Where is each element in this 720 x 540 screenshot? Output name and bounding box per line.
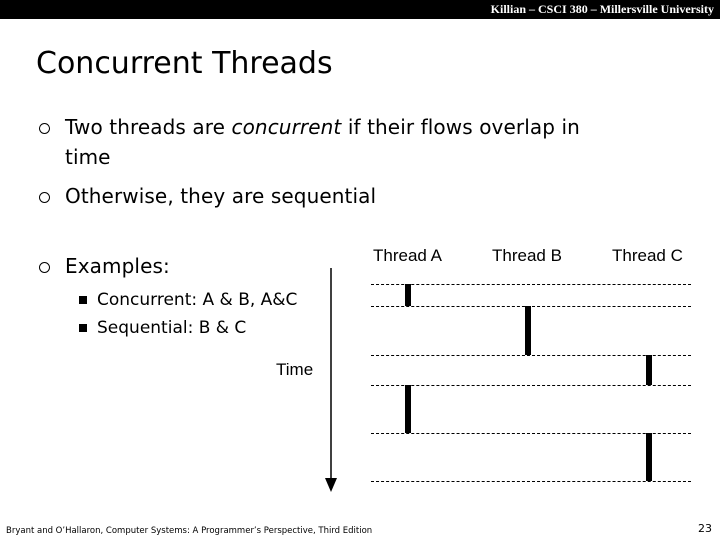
bullet-circle-icon <box>39 192 50 203</box>
thread-c-segment <box>646 355 652 385</box>
bullet-text-pre: Two threads are <box>65 115 232 139</box>
sub-bullet-concurrent: Concurrent: A & B, A&C <box>97 290 298 310</box>
thread-a-segment <box>405 385 411 433</box>
course-line: Killian – CSCI 380 – Millersville University <box>490 2 714 16</box>
sub-bullet-square-icon <box>79 324 87 332</box>
slide-title: Concurrent Threads <box>36 46 333 81</box>
time-slice-line <box>371 481 691 482</box>
thread-a-label: Thread A <box>373 246 442 265</box>
page-number: 23 <box>698 522 712 535</box>
bullet-continuation: time <box>65 145 111 169</box>
thread-b-label: Thread B <box>492 246 562 265</box>
bullet-emphasis: concurrent <box>231 115 342 139</box>
time-slice-line <box>371 433 691 434</box>
bullet-sequential-definition: Otherwise, they are sequential <box>65 184 377 208</box>
time-slice-line <box>371 355 691 356</box>
time-label: Time <box>276 360 314 379</box>
time-slice-line <box>371 284 691 285</box>
time-slice-line <box>371 385 691 386</box>
bullet-circle-icon <box>39 123 50 134</box>
bullet-text-post: if their flows overlap in <box>341 115 580 139</box>
thread-c-label: Thread C <box>612 246 683 265</box>
footer-citation: Bryant and O’Hallaron, Computer Systems: A Programmer’s Perspective, Third Edition <box>6 526 373 536</box>
time-arrow <box>320 268 342 494</box>
thread-a-segment <box>405 284 411 306</box>
header-bar <box>0 0 720 19</box>
bullet-examples: Examples: <box>65 254 170 278</box>
thread-c-segment <box>646 433 652 481</box>
thread-b-segment <box>525 306 531 355</box>
sub-bullet-square-icon <box>79 296 87 304</box>
bullet-circle-icon <box>39 262 50 273</box>
time-slice-line <box>371 306 691 307</box>
sub-bullet-sequential: Sequential: B & C <box>97 318 247 338</box>
bullet-concurrent-definition <box>65 112 580 142</box>
